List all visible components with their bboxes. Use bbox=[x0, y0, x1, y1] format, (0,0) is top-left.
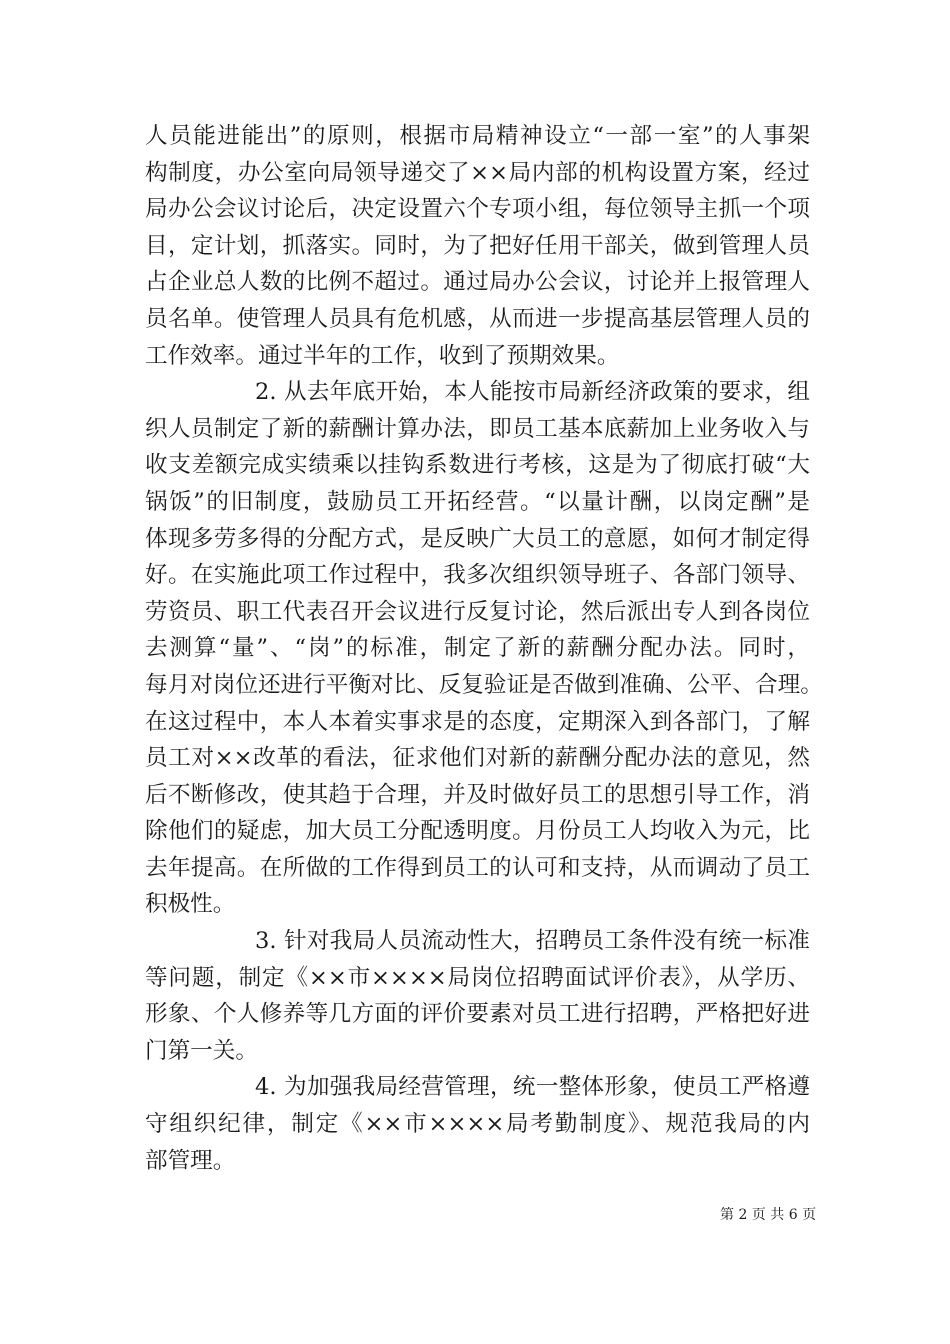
paragraph-2 bbox=[145, 374, 823, 923]
paragraph-line: 2. 从去年底开始，本人能按市局新经济政策的要求，组 bbox=[255, 379, 810, 406]
paragraph-line: 在这过程中，本人本着实事求是的态度，定期深入到各部门，了解 bbox=[145, 708, 810, 735]
paragraph-line: 工作效率。通过半年的工作，收到了预期效果。 bbox=[145, 342, 620, 369]
page-number-footer: 第 2 页 共 6 页 bbox=[720, 1207, 817, 1223]
paragraph-3 bbox=[145, 923, 810, 1069]
paragraph-line: 去年提高。在所做的工作得到员工的认可和支持，从而调动了员工 bbox=[145, 854, 810, 881]
paragraph-line: 门第一关。 bbox=[145, 1037, 258, 1064]
paragraph-line: 人员能进能出”的原则，根据市局精神设立“一部一室”的人事架 bbox=[145, 123, 810, 149]
paragraph-line: 员名单。使管理人员具有危机感，从而进一步提高基层管理人员的 bbox=[145, 305, 810, 332]
paragraph-line: 形象、个人修养等几方面的评价要素对员工进行招聘，严格把好进 bbox=[145, 1001, 810, 1028]
paragraph-line: 守组织纪律，制定《××市××××局考勤制度》、规范我局的内 bbox=[145, 1111, 810, 1138]
paragraph-line: 部管理。 bbox=[145, 1147, 236, 1174]
paragraph-line: 等问题，制定《××市××××局岗位招聘面试评价表》，从学历、 bbox=[145, 964, 810, 991]
paragraph-line: 员工对××改革的看法，征求他们对新的薪酬分配办法的意见，然 bbox=[145, 745, 810, 772]
paragraph-line: 积极性。 bbox=[145, 891, 236, 918]
paragraph-line: 后不断修改，使其趋于合理，并及时做好员工的思想引导工作，消 bbox=[145, 781, 810, 808]
paragraph-line: 构制度，办公室向局领导递交了××局内部的机构设置方案，经过 bbox=[145, 159, 810, 186]
paragraph-line: 3. 针对我局人员流动性大，招聘员工条件没有统一标准 bbox=[255, 928, 810, 955]
paragraph-line: 除他们的疑虑，加大员工分配透明度。月份员工人均收入为元，比 bbox=[145, 818, 810, 845]
paragraph-line: 目，定计划，抓落实。同时，为了把好任用干部关，做到管理人员 bbox=[145, 232, 810, 259]
paragraph-line: 每月对岗位还进行平衡对比、反复验证是否做到准确、公平、合理。 bbox=[145, 671, 823, 698]
paragraph-line: 体现多劳多得的分配方式，是反映广大员工的意愿，如何才制定得 bbox=[145, 525, 810, 552]
paragraph-line: 去测算“量”、“岗”的标准，制定了新的薪酬分配办法。同时， bbox=[145, 635, 810, 662]
paragraph-line: 收支差额完成实绩乘以挂钩系数进行考核，这是为了彻底打破“大 bbox=[145, 452, 810, 479]
paragraph-line: 织人员制定了新的薪酬计算办法，即员工基本底薪加上业务收入与 bbox=[145, 415, 810, 442]
paragraph-line: 4. 为加强我局经营管理，统一整体形象，使员工严格遵 bbox=[255, 1074, 810, 1101]
paragraph-line: 劳资员、职工代表召开会议进行反复讨论，然后派出专人到各岗位 bbox=[145, 598, 810, 625]
paragraph-line: 好。在实施此项工作过程中，我多次组织领导班子、各部门领导、 bbox=[145, 562, 810, 589]
paragraph-line: 锅饭”的旧制度，鼓励员工开拓经营。“以量计酬，以岗定酬”是 bbox=[145, 488, 810, 515]
paragraph-line: 占企业总人数的比例不超过。通过局办公会议，讨论并上报管理人 bbox=[145, 269, 810, 296]
paragraph-4 bbox=[145, 1069, 810, 1179]
document-body bbox=[145, 118, 823, 1179]
paragraph-line: 局办公会议讨论后，决定设置六个专项小组，每位领导主抓一个项 bbox=[145, 196, 810, 223]
paragraph-1 bbox=[145, 118, 810, 374]
